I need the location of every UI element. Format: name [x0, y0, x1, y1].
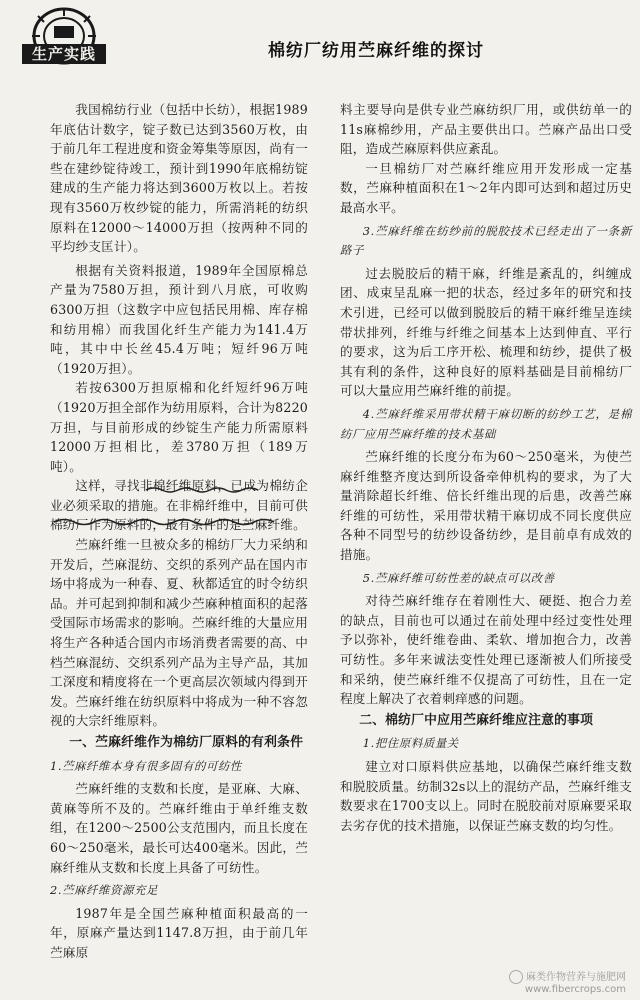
- subsection-heading: 5.苎麻纤维可纺性差的缺点可以改善: [362, 570, 555, 585]
- subsection-heading: 1.把住原料质量关: [362, 736, 459, 751]
- right-column: [340, 100, 632, 835]
- watermark-url: www.fibercrops.com: [524, 984, 626, 995]
- subsection-heading: 2.苎麻纤维资源充足: [50, 883, 158, 898]
- section-heading: 一、苎麻纤维作为棉纺厂原料的有利条件: [69, 735, 304, 750]
- paragraph: 过去脱胶后的精干麻，纤维是紊乱的，纠缠成团、成束呈乱麻一把的状态，经过多年的研究和技术引进，已经可以做到脱胶后的精干麻纤维呈连续带状排列，纤维与纤维之间基本上达到伸直、平行的要求，这为后工序开松、梳理和纺纱，提供了极其有利的条件，这种良好的原料基础是目前棉纺厂可以大量应用苎麻纤维的前提。: [340, 265, 632, 399]
- paragraph: 苎麻纤维的长度分布为60～250毫米，为使苎麻纤维整齐度达到所设备牵伸机构的要求，为了大量消除超长纤维、倍长纤维出现的后患，改善苎麻纤维的可纺性，采用带状精干麻切成不同长度供应各种不同型号的纺纱设备纺纱，是目前卓有成效的措施。: [340, 449, 632, 563]
- paragraph: 建立对口原料供应基地，以确保苎麻纤维支数和脱胶质量。纺制32s以上的混纺产品，苎麻纤维支数要求在1700支以上。同时在脱胶前对原麻要采取去劣存优的技术措施，以保证苎麻支数的均匀性。: [340, 759, 632, 833]
- subsection-heading: 4.苎麻纤维采用带状精干麻切断的纺纱工艺，是棉纺厂应用苎麻纤维的技术基础: [340, 406, 632, 441]
- paragraph: 若按6300万担原棉和化纤短纤96万吨（1920万担全部作为纺用原料，合计为8220万担，与目前形成的纱锭生产能力所需原料12000万担相比，差3780万担（189万吨）。: [50, 380, 308, 474]
- subsection-heading: 1.苎麻纤维本身有很多固有的可纺性: [50, 758, 242, 773]
- section-heading: 二、棉纺厂中应用苎麻纤维应注意的事项: [359, 712, 594, 728]
- paragraph: 这样，寻找非棉纤维原料，已成为棉纺企业必须采取的措施。在非棉纤维中，目前可供棉纺厂作为原料的，最有条件的是苎麻纤维。: [50, 478, 308, 533]
- paragraph: 根据有关资料报道，1989年全国原棉总产量为7580万担，预计到八月底，可收购6300万担（这数字中应包括民用棉、库存棉和纺用棉）而我国化纤生产能力为141.4万吨，其中中长丝45.4万吨；短纤96万吨（1920万担）。: [50, 262, 308, 376]
- article-title: 棉纺厂纺用苎麻纤维的探讨: [268, 41, 484, 61]
- wechat-icon: [509, 970, 523, 984]
- publication-logo: [18, 6, 110, 68]
- paragraph: 对待苎麻纤维存在着刚性大、硬挺、抱合力差的缺点，目前也可以通过在前处理中经过变性处理予以弥补，使纤维卷曲、柔软、增加抱合力，改善可纺性。多年来诚法变性处理已逐渐被人们所接受和采纳，使苎麻纤维不仅提高了可纺性，且在一定程度上解决了衣着刺痒感的问题。: [340, 593, 632, 707]
- left-column: [50, 100, 308, 963]
- watermark-name: 麻类作物营养与施肥网: [526, 972, 626, 983]
- watermark: [509, 970, 626, 996]
- paragraph: 我国棉纺行业（包括中长纺），根据1989年底估计数字，锭子数已达到3560万枚，由于前几年工程进度和资金筹集等原因，尚有一些在建纱锭待竣工，预计到1990年底棉纺锭建成的生产能力将达到3600万枚以上。若按现有3560万枚纱锭的能力，所需消耗的纺织原料在12000～14000万担（按两种不同的平均纱支匡计）。: [50, 102, 308, 255]
- paragraph: 苎麻纤维一旦被众多的棉纺厂大力采纳和开发后，苎麻混纺、交织的系列产品在国内市场中将成为一种春、夏、秋都适宜的时令纺织品。并可起到抑制和减少苎麻种植面积的起落受国际市场需求的影响。苎麻纤维的大量应用将生产各种适合国内市场消费者需要的高、中档苎麻混纺、交织系列产品为主导产品，其加工深度和精度将在一个更高层次领域内得到开发。苎麻纤维在纺织原料中将成为一种不容忽视的大宗纤维原料。: [50, 537, 308, 729]
- logo-text: 生产实践: [22, 44, 106, 64]
- subsection-heading: 3.苎麻纤维在纺纱前的脱胶技术已经走出了一条新路子: [340, 223, 632, 258]
- paragraph: 料主要导向是供专业苎麻纺织厂用，或供纺单一的11s麻棉纱用，产品主要供出口。苎麻产品出口受阻，造成苎麻原料供应紊乱。: [340, 102, 632, 157]
- paragraph: 苎麻纤维的支数和长度，是亚麻、大麻、黄麻等所不及的。苎麻纤维由于单纤维支数组，在1200～2500公支范围内，而且长度在60～250毫米，最长可达400毫米。因此，苎麻纤维从支数和长度上具备了可纺性。: [50, 781, 308, 875]
- paragraph: 1987年是全国苎麻种植面积最高的一年，原麻产量达到1147.8万担，由于前几年苎麻原: [50, 905, 308, 960]
- paragraph: 一旦棉纺厂对苎麻纤维应用开发形成一定基数，苎麻种植面积在1～2年内即可达到和超过历史最高水平。: [340, 160, 632, 215]
